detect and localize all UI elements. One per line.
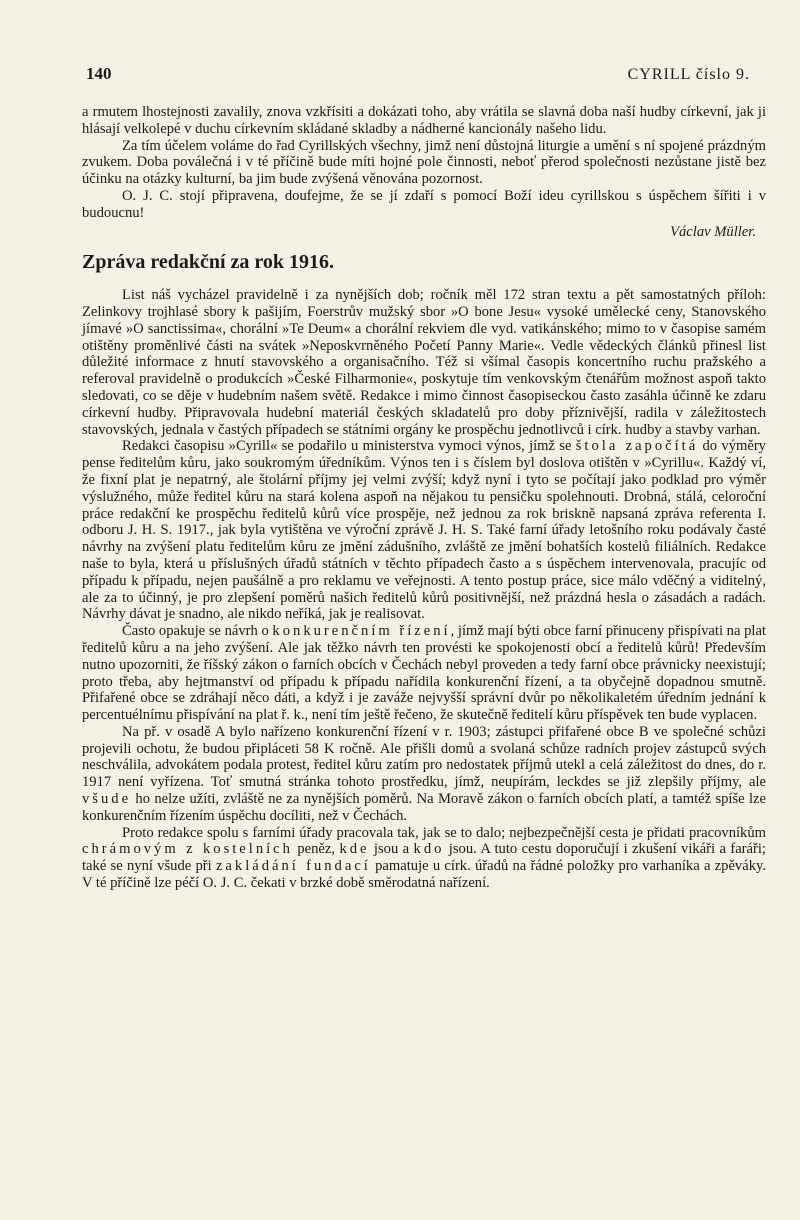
page-header (86, 64, 750, 84)
spaced-emphasis: všude (82, 791, 132, 808)
author-signature: Václav Müller. (670, 223, 756, 240)
paragraph (82, 623, 766, 724)
paragraph: Za tím účelem voláme do řad Cyrillských všechny, jimž není důstojná liturgie a umění s ní spojené prázdným zvukem. Doba poválečná i v té příčině bude míti hojné pole činnosti, neboť přerod společnosti nezůstane jistě bez účinku na otázky kulturní, ba jim bude zvýšená věnována pozornost. (82, 137, 766, 188)
spaced-emphasis: kdo (413, 841, 445, 858)
text-run: pamatuje u círk. úřadů na řádné položky pro varhaníka a zpěváky. V té příčině lze péčí O. J. C. čekati v brzké době směrodatná nařízení. (82, 858, 766, 892)
spaced-emphasis: konkurenčním řízení (272, 623, 451, 640)
page-number: 140 (86, 64, 112, 83)
paragraph: List náš vycházel pravidelně i za nynějších dob; ročník měl 172 stran textu a pět samostatných příloh: Zelinkovy trojhlasé sbory k pašijím, Foerstrův mužský sbor »O bone Jesu« vysoké umělecké ceny, Stanovského jímavé »O sanctissima«, chorální »Te Deum« a chorální rekviem dle vyd. vatikánského; mimo to v časopise samém otištěny proměnlivé části na svátek »Neposkvrněného Početí Panny Marie«. Vedle vědeckých článků přinesl list důležité informace z hnutí stavovského a organisačního. Též si všímal časopis koncertního ruchu pražského a referoval pravidelně o produkcích »České Filharmonie«, poskytuje tím venkovským čtenářům možnost aspoň takto sledovati, co se děje v hudebním našem světě. Redakce i mimo činnost časopiseckou často zasáhla účinně ke zdaru církevní hudby. Připravovala hudební materiál českých skladatelů pro doby příznivější, radila v záležitostech stavovských, jednala v častých případech se státními orgány ke prospěchu jednotlivců i círk. hudby a stavby varhan. (82, 287, 766, 438)
paragraph (82, 438, 766, 623)
paragraph: O. J. C. stojí připravena, doufejme, že se jí zdaří s pomocí Boží ideu cyrillskou s úspěchem šířiti i v budoucnu! (82, 187, 766, 221)
text-run: Často opakuje se návrh o (122, 623, 273, 640)
section-title: Zpráva redakční za rok 1916. (82, 251, 335, 274)
spaced-emphasis: zakládání fundací (215, 858, 371, 875)
text-run: Redakci časopisu »Cyrill« se podařilo u ministerstva vymoci výnos, jímž se (122, 438, 576, 455)
paragraph (82, 724, 766, 825)
text-run: , jímž mají býti obce farní přinuceny přispívati na plat ředitelů kůru a na jeho zvýšení. Ale jak těžko návrh ten provésti ke spokojenosti obcí a ředitelů kůrů! Především nutno upozorniti, že říšský zákon o farních obcích v Čechách nebyl proveden a tedy farní obce právnicky neexistují; proto třeba, aby hejtmanství od případu k případu nařídila konkurenční řízení, a ta obyčejně dopadnou smutně. Přifařené obce se zdráhají něco dáti, a když i je zaváže nejvyšší správní dvůr po několikaletém úředním jednání k percentuélnímu přispívání na plat ř. k., není tím ještě řečeno, že skutečně ředitelí kůru příspěvek ten bude vyplacen. (82, 623, 766, 724)
text-run: jsou. A tuto cestu doporučují i zkušení vikáři a faráři; také se nyní všude při (82, 841, 766, 875)
spaced-emphasis: chrámovým z kostelních (82, 841, 293, 858)
spaced-emphasis: kde (339, 841, 370, 858)
text-run: ho nelze užíti, zvláště ne za nynějších poměrů. Na Moravě zákon o farních obcích platí, a tamtéž spíše lze konkurenčním řízením úspěchu docíliti, než v Čechách. (82, 791, 766, 824)
paragraph (82, 825, 766, 892)
text-run: peněz, (292, 841, 340, 858)
text-run: Proto redakce spolu s farními úřady pracovala tak, jak se to dalo; nejbezpečnější cesta je přidati pracovníkům (122, 824, 766, 841)
spaced-emphasis: štola započítá (575, 438, 699, 455)
paragraph: a rmutem lhostejnosti zavalily, znova vzkřísiti a dokázati toho, aby vrátila se slavná doba naší hudby církevní, jak ji hlásají velkolepé v duchu církevním skládané skladby a nádherné kancionály našeho lidu. (82, 104, 766, 137)
text-run: do výměry pense ředitelům kůru, jako soukromým úředníkům. Výnos ten i s číslem byl doslova otištěn v »Cyrillu«. Každý ví, že fixní plat je nepatrný, ale štolární příjmy jej velmi zvýší; když nyní i tyto se počítají jako podklad pro výměr výslužného, může ředitel kůru na stará kolena aspoň na nějakou tu pensičku spolehnouti. Drobná, stálá, celoroční práce redakční ke prospěchu ředitelů kůrů více prospěje, než jednou za rok briskně napsaná zpráva referenta I. odboru J. H. S. 1917., jak byla vytištěna ve výroční zprávě J. H. S. Také farní úřady letošního roku podávaly časté návrhy na zvýšení platu ředitelům kůru ze jmění zádušního, zvláště ze jmění bohatších kostelů filiálních. Redakce naše to byla, která u příslušných úřadů státních v těchto případech často a s úspěchem intervenovala, pracujíc od případu k případu, nejen paušálně a pro reklamu ve veřejnosti. A tento postup práce, sice málo vděčný a viditelný, ale za to účinný, je pro zlepšení poměrů našich ředitelů kůrů positivnější, než prázdná hesla o zásadách a radách. Návrhy dávat je snadno, ale nikdo neříká, jak je realisovat. (82, 438, 766, 623)
text-run: jsou a (369, 841, 414, 858)
running-title: CYRILL číslo 9. (627, 66, 750, 83)
page-content (82, 104, 766, 892)
text-run: Na př. v osadě A bylo nařízeno konkurenční řízení v r. 1903; zástupci přifařené obce B ve společné schůzi projevili ochotu, že budou připláceti 58 K ročně. Ale přišli domů a svolaná schůze radních projev zástupců svých neschválila, advokátem podala protest, ředitel kůru zatím pro nedostatek příjmů utekl a celá záležitost do dnes, do r. 1917 není vyřízena. Toť smutná stránka tohoto prostředku, jímž, neupírám, leckdes se již zlepšily příjmy, ale (82, 723, 766, 791)
